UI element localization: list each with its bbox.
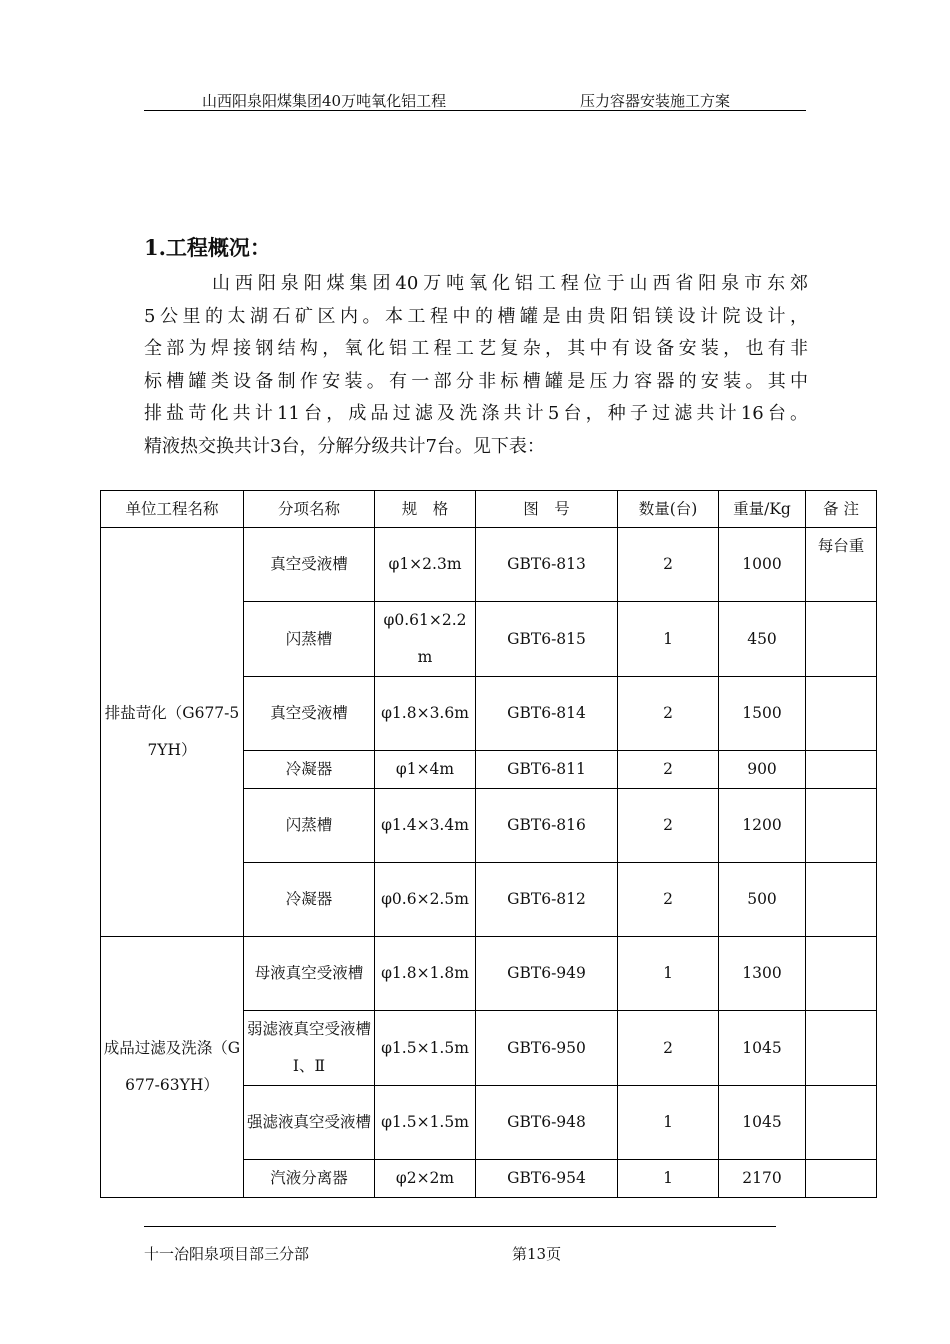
note-cell <box>806 789 877 863</box>
header-document-title: 压力容器安装施工方案 <box>580 92 731 110</box>
unit-name-cell: 排盐苛化（G677-57YH） <box>101 528 244 937</box>
note-cell: 每台重 <box>806 528 877 602</box>
qty-cell: 2 <box>618 863 719 937</box>
item-cell: 冷凝器 <box>244 751 375 789</box>
column-header: 重量/Kg <box>719 491 806 528</box>
column-header: 图 号 <box>476 491 618 528</box>
table-row <box>101 528 877 602</box>
equipment-table <box>100 490 877 1198</box>
weight-cell: 500 <box>719 863 806 937</box>
column-header: 数量(台) <box>618 491 719 528</box>
footer-organization: 十一冶阳泉项目部三分部 <box>144 1245 310 1263</box>
header-divider <box>144 110 806 111</box>
section-title: 1.工程概况： <box>144 235 271 260</box>
spec-cell: φ1×4m <box>375 751 476 789</box>
spec-cell: φ1×2.3m <box>375 528 476 602</box>
item-cell: 弱滤液真空受液槽Ⅰ、Ⅱ <box>244 1011 375 1086</box>
weight-cell: 900 <box>719 751 806 789</box>
drawing-cell: GBT6-814 <box>476 677 618 751</box>
weight-cell: 1045 <box>719 1011 806 1086</box>
drawing-cell: GBT6-949 <box>476 937 618 1011</box>
note-cell <box>806 863 877 937</box>
spec-cell: φ1.5×1.5m <box>375 1086 476 1160</box>
drawing-cell: GBT6-948 <box>476 1086 618 1160</box>
spec-cell: φ1.4×3.4m <box>375 789 476 863</box>
item-cell: 闪蒸槽 <box>244 789 375 863</box>
column-header: 备 注 <box>806 491 877 528</box>
paragraph-line: 5公里的太湖石矿区内。本工程中的槽罐是由贵阳铝镁设计院设计， <box>144 305 808 327</box>
qty-cell: 1 <box>618 1086 719 1160</box>
qty-cell: 2 <box>618 1011 719 1086</box>
paragraph-line: 全部为焊接钢结构，氧化铝工程工艺复杂，其中有设备安装，也有非 <box>144 338 808 360</box>
note-cell <box>806 1160 877 1198</box>
column-header: 单位工程名称 <box>101 491 244 528</box>
drawing-cell: GBT6-812 <box>476 863 618 937</box>
drawing-cell: GBT6-811 <box>476 751 618 789</box>
note-cell <box>806 602 877 677</box>
table-header-row <box>101 491 877 528</box>
qty-cell: 2 <box>618 751 719 789</box>
footer-divider <box>144 1226 776 1227</box>
column-header: 规 格 <box>375 491 476 528</box>
drawing-cell: GBT6-813 <box>476 528 618 602</box>
header-project-title: 山西阳泉阳煤集团40万吨氧化铝工程 <box>202 92 447 110</box>
weight-cell: 1200 <box>719 789 806 863</box>
weight-cell: 1045 <box>719 1086 806 1160</box>
weight-cell: 450 <box>719 602 806 677</box>
item-cell: 真空受液槽 <box>244 677 375 751</box>
note-cell <box>806 1011 877 1086</box>
drawing-cell: GBT6-816 <box>476 789 618 863</box>
drawing-cell: GBT6-815 <box>476 602 618 677</box>
qty-cell: 1 <box>618 602 719 677</box>
item-cell: 强滤液真空受液槽 <box>244 1086 375 1160</box>
note-cell <box>806 677 877 751</box>
drawing-cell: GBT6-950 <box>476 1011 618 1086</box>
item-cell: 母液真空受液槽 <box>244 937 375 1011</box>
item-cell: 真空受液槽 <box>244 528 375 602</box>
paragraph-line: 精液热交换共计3台，分解分级共计7台。见下表： <box>144 435 545 457</box>
page-number: 第13页 <box>512 1245 562 1263</box>
table-row <box>101 937 877 1011</box>
note-cell <box>806 1086 877 1160</box>
spec-cell: φ1.5×1.5m <box>375 1011 476 1086</box>
item-cell: 冷凝器 <box>244 863 375 937</box>
unit-name-cell: 成品过滤及洗涤（G677-63YH） <box>101 937 244 1198</box>
qty-cell: 1 <box>618 1160 719 1198</box>
note-cell <box>806 937 877 1011</box>
weight-cell: 1300 <box>719 937 806 1011</box>
note-cell <box>806 751 877 789</box>
paragraph-line: 排盐苛化共计11台，成品过滤及洗涤共计5台，种子过滤共计16台。 <box>144 403 808 425</box>
spec-cell: φ0.61×2.2m <box>375 602 476 677</box>
spec-cell: φ0.6×2.5m <box>375 863 476 937</box>
spec-cell: φ1.8×3.6m <box>375 677 476 751</box>
page-header <box>144 90 806 110</box>
weight-cell: 1000 <box>719 528 806 602</box>
paragraph-line: 标槽罐类设备制作安装。有一部分非标槽罐是压力容器的安装。其中 <box>144 370 808 392</box>
spec-cell: φ1.8×1.8m <box>375 937 476 1011</box>
column-header: 分项名称 <box>244 491 375 528</box>
spec-cell: φ2×2m <box>375 1160 476 1198</box>
qty-cell: 1 <box>618 937 719 1011</box>
qty-cell: 2 <box>618 677 719 751</box>
weight-cell: 2170 <box>719 1160 806 1198</box>
drawing-cell: GBT6-954 <box>476 1160 618 1198</box>
item-cell: 汽液分离器 <box>244 1160 375 1198</box>
paragraph-line: 山西阳泉阳煤集团40万吨氧化铝工程位于山西省阳泉市东郊 <box>212 273 808 294</box>
weight-cell: 1500 <box>719 677 806 751</box>
qty-cell: 2 <box>618 789 719 863</box>
qty-cell: 2 <box>618 528 719 602</box>
overview-paragraph <box>144 268 808 464</box>
item-cell: 闪蒸槽 <box>244 602 375 677</box>
